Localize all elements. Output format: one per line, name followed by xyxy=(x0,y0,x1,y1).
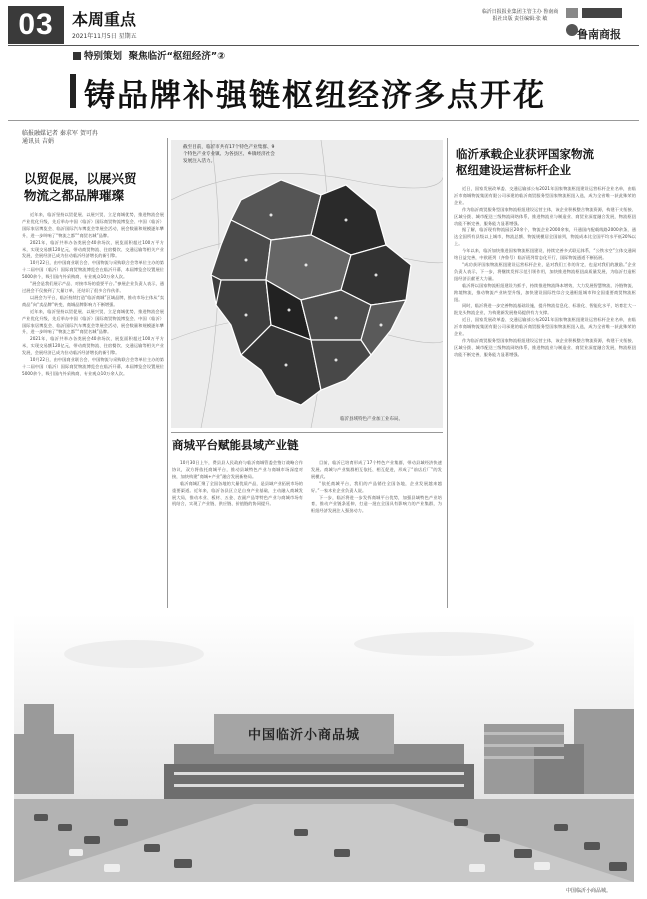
paragraph: 近年来，临沂坚持以贸促展、以展兴贸，立足商城优势，推进物流会展产业优化升级，先后举办中国（临沂）国际商贸物流博览会、中国（临沂）国际家居博览会、临沂国际汽车博览会等展会活动，展会数量和规模逐年攀升，进一步叫响了“物流之都”“商贸名城”品牌。 xyxy=(22,212,164,238)
paragraph: 据了解，临沂现有物流园区20余个，物流企业2000余家，开通国内配载线路2000余条，通达全国所有县级以上城市，物流总额、物流规模居全国前列，物流成本比全国平均水平低20%以上。 xyxy=(454,227,636,247)
paragraph: 临沂商城汇聚了全国各地的大量优质产品，是县域产业拓展市场的重要渠道。近年来，临沂各县区立足自身产业基础，主动融入商城发展大局，推动木业、板材、五金、农副产品等特色产业与商城市场有机结合，实现了产业链、供应链、价值链的协同提升。 xyxy=(172,480,303,507)
article-1-title: 以贸促展，以展兴贸 物流之都品牌璀璨 xyxy=(24,171,137,203)
square-icon xyxy=(73,52,81,60)
paragraph: 10月22日，由中国商业联合会、中国物流与采购联合会等单位主办的第十二届中国（临沂）国际商贸物流博览会在临沂开幕，本届博览会设置展位5000余个，吸引国内外采购商、专业观众10万余人次。 xyxy=(22,357,164,376)
article-3-body xyxy=(454,186,636,610)
paragraph: 以展会为平台，临沂持续打造“临沂商城”区域品牌，推动市场主体从“卖商品”向“卖品牌”转变，商城品牌影响力不断增强。 xyxy=(22,294,164,307)
map-caption: 临沂县域特色产业加工业布局。 xyxy=(340,417,403,422)
map-graphic xyxy=(171,140,443,428)
paragraph: “依托商城平台，我们的产品销往全国各地，企业发展越来越好。”一家木业企业负责人说。 xyxy=(311,480,442,493)
article-3-title: 临沂承载企业获评国家物流 枢纽建设运营标杆企业 xyxy=(456,147,594,177)
paragraph: 下一步，临沂将进一步发挥商城平台优势，加强县域特色产业培育，推动产业链条延伸，打造一批在全国具有影响力的产业集群，为枢纽经济发展注入强劲动力。 xyxy=(311,494,442,514)
paragraph: 近年来，临沂坚持以贸促展、以展兴贸，立足商城优势，推进物流会展产业优化升级，先后举办中国（临沂）国际商贸物流博览会、中国（临沂）国际家居博览会、临沂国际汽车博览会等展会活动，展会数量和规模逐年攀升，进一步叫响了“物流之都”“商贸名城”品牌。 xyxy=(22,308,164,335)
paragraph: 10月22日，由中国商业联合会、中国物流与采购联合会等单位主办的第十二届中国（临沂）国际商贸物流博览会在临沂开幕，本届博览会设置展位5000余个，吸引国内外采购商、专业观众10万余人次。 xyxy=(22,260,164,280)
paragraph: 目前，临沂已培育形成了17个特色产业集群，带动县域经济快速发展。商城与产业集群相互依托、相互促进，形成了“前店后厂”的发展模式。 xyxy=(311,460,442,479)
paragraph: 作为临沂商贸服务型国家物流枢纽建设运营主体，该企业积极整合物流资源，构建干支衔接、区域分拨、城市配送三级物流网络体系，推进物流业与制造业、商贸业深度融合发展，物流枢纽功能不断完善，服务能力显著增强。 xyxy=(454,206,636,226)
column-divider xyxy=(167,138,168,608)
market-sign: 中国临沂小商品城 xyxy=(247,728,360,743)
photo-caption: 中国临沂小商品城。 xyxy=(566,888,612,894)
header-rule xyxy=(8,45,639,46)
page-number: 03 xyxy=(8,6,64,44)
photo-image xyxy=(14,614,634,882)
series-label xyxy=(73,48,225,62)
market-photo xyxy=(14,614,634,882)
paragraph: 2021年，临沂共举办各类展会40余场次，展览面积超过100万平方米，实现交易额120亿元，带动商贸物流、住宿餐饮、交通运输等相关产业发展，会展经济已成为拉动临沂经济增长的新引擎。 xyxy=(22,239,164,259)
date-line: 2021年11月5日 星期五 xyxy=(72,33,137,40)
section-rule xyxy=(171,432,443,433)
paragraph: 临沂将以国家物流枢纽建设为抓手，持续推进物流降本增效，大力发展智慧物流、冷链物流、跨境物流，推动物流产业转型升级，加快建设国际性综合交通枢纽城市和全国重要商贸物流枢纽。 xyxy=(454,282,636,302)
paragraph: 今年以来，临沂加快推进国家物流枢纽建设，持续完善多式联运体系，“公铁水空”立体交通网络日益完善，中欧班列（齐鲁号）临沂班列常态化开行，国际物流通道不断拓展。 xyxy=(454,248,636,261)
map-intro: 截至目前，临沂市共有17个特色产业集群、9个特色产业专业镇、为各县区、乡镇经济社会发展注入活力。 xyxy=(183,145,275,164)
section-title: 本周重点 xyxy=(72,10,137,29)
paragraph: 同时，临沂将进一步完善物流基础设施，提升物流信息化、标准化、智能化水平，培育壮大一批龙头物流企业，为构建新发展格局提供有力支撑。 xyxy=(454,303,636,316)
headline-bar xyxy=(70,74,76,108)
masthead-name: 鲁南商报 xyxy=(577,28,621,41)
headline-rule xyxy=(8,120,639,121)
series-title: 聚焦临沂“枢纽经济”② xyxy=(128,51,226,62)
column-divider xyxy=(447,138,448,608)
masthead-note: 临沂日报报业集团主管主办 鲁南商报社出版 责任编辑:张 敏 xyxy=(481,9,559,22)
article-2-body xyxy=(172,460,442,610)
article-2-title: 商城平台赋能县域产业链 xyxy=(172,438,299,452)
paragraph: 10月30日上午，费县县人民政府与临沂商城管委会签订战略合作协议，双方将依托商城平台，推动县域特色产业与商城市场深度对接，加快构建“商城+产业”融合发展新格局。 xyxy=(172,460,303,479)
paragraph: “成功获评国家物流枢纽建设运营标杆企业，是对我们工作的肯定，也是对我们的激励。”企业负责人表示，下一步，将继续发挥示范引领作用，加快推进物流枢纽高质量发展，为临沂打造枢纽经济贡献更大力量。 xyxy=(454,261,636,281)
paragraph: 近日，国家发展改革委、交通运输部公布2021年国家物流枢纽建设运营标杆企业名单，由临沂市商城物流集团有限公司承建的临沂商贸服务型国家物流枢纽入选，成为全省唯一获此殊荣的企业。 xyxy=(454,317,636,337)
paragraph: 近日，国家发展改革委、交通运输部公布2021年国家物流枢纽建设运营标杆企业名单，由临沂市商城物流集团有限公司承建的临沂商贸服务型国家物流枢纽入选，成为全省唯一获此殊荣的企业。 xyxy=(454,186,636,205)
paragraph: 2021年，临沂共举办各类展会40余场次，展览面积超过100万平方米，实现交易额120亿元，带动商贸物流、住宿餐饮、交通运输等相关产业发展，会展经济已成为拉动临沂经济增长的新引擎。 xyxy=(22,336,164,356)
byline: 临报融媒记者 秦求军 贺可冉 通讯员 吉娟 xyxy=(22,130,98,145)
series-tag: 特别策划 xyxy=(84,51,123,62)
headline: 铸品牌补强链枢纽经济多点开花 xyxy=(84,78,546,114)
county-map xyxy=(171,140,443,428)
article-1-body xyxy=(22,212,164,608)
paragraph: 作为临沂商贸服务型国家物流枢纽建设运营主体，该企业积极整合物流资源，构建干支衔接、区域分拨、城市配送三级物流网络体系，推进物流业与制造业、商贸业深度融合发展，物流枢纽功能不断完善，服务能力显著增强。 xyxy=(454,337,636,357)
paragraph: “展会是我们展示产品、对接市场的重要平台。”参展企业负责人表示，通过展会不仅接到了大量订单，还结识了很多合作伙伴。 xyxy=(22,281,164,293)
